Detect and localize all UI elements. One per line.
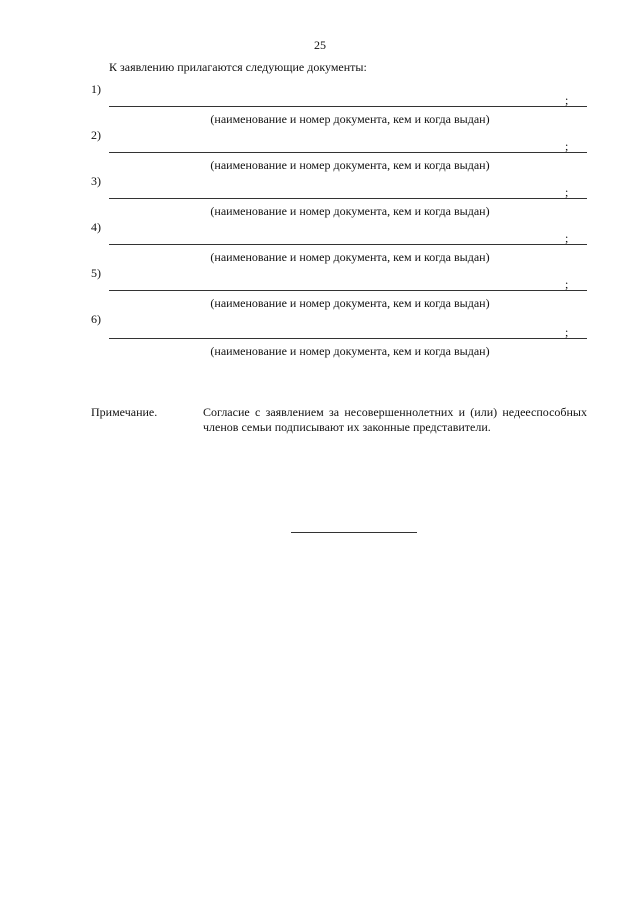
item-number: 5) [91, 266, 101, 280]
item-semicolon: ; [565, 185, 569, 199]
document-fill-line[interactable] [109, 338, 587, 339]
item-semicolon: ; [565, 277, 569, 291]
item-number: 4) [91, 220, 101, 234]
note-label: Примечание. [91, 405, 158, 419]
item-semicolon: ; [565, 325, 569, 339]
document-fill-line[interactable] [109, 244, 587, 245]
item-number: 1) [91, 82, 101, 96]
document-caption: (наименование и номер документа, кем и когда выдан) [210, 296, 490, 310]
item-semicolon: ; [565, 231, 569, 245]
item-number: 3) [91, 174, 101, 188]
document-fill-line[interactable] [109, 198, 587, 199]
item-number: 6) [91, 312, 101, 326]
end-divider [291, 532, 417, 533]
note-text: Согласие с заявлением за несовершеннолетних и (или) недееспособных членов семьи подписывают их законные представители. [203, 405, 587, 434]
document-caption: (наименование и номер документа, кем и когда выдан) [210, 158, 490, 172]
document-fill-line[interactable] [109, 106, 587, 107]
document-fill-line[interactable] [109, 152, 587, 153]
item-semicolon: ; [565, 139, 569, 153]
document-caption: (наименование и номер документа, кем и когда выдан) [210, 344, 490, 358]
document-fill-line[interactable] [109, 290, 587, 291]
page-number: 25 [314, 38, 326, 52]
documents-intro: К заявлению прилагаются следующие документы: [109, 60, 367, 74]
document-caption: (наименование и номер документа, кем и когда выдан) [210, 204, 490, 218]
item-number: 2) [91, 128, 101, 142]
document-caption: (наименование и номер документа, кем и когда выдан) [210, 250, 490, 264]
document-caption: (наименование и номер документа, кем и когда выдан) [210, 112, 490, 126]
item-semicolon: ; [565, 93, 569, 107]
